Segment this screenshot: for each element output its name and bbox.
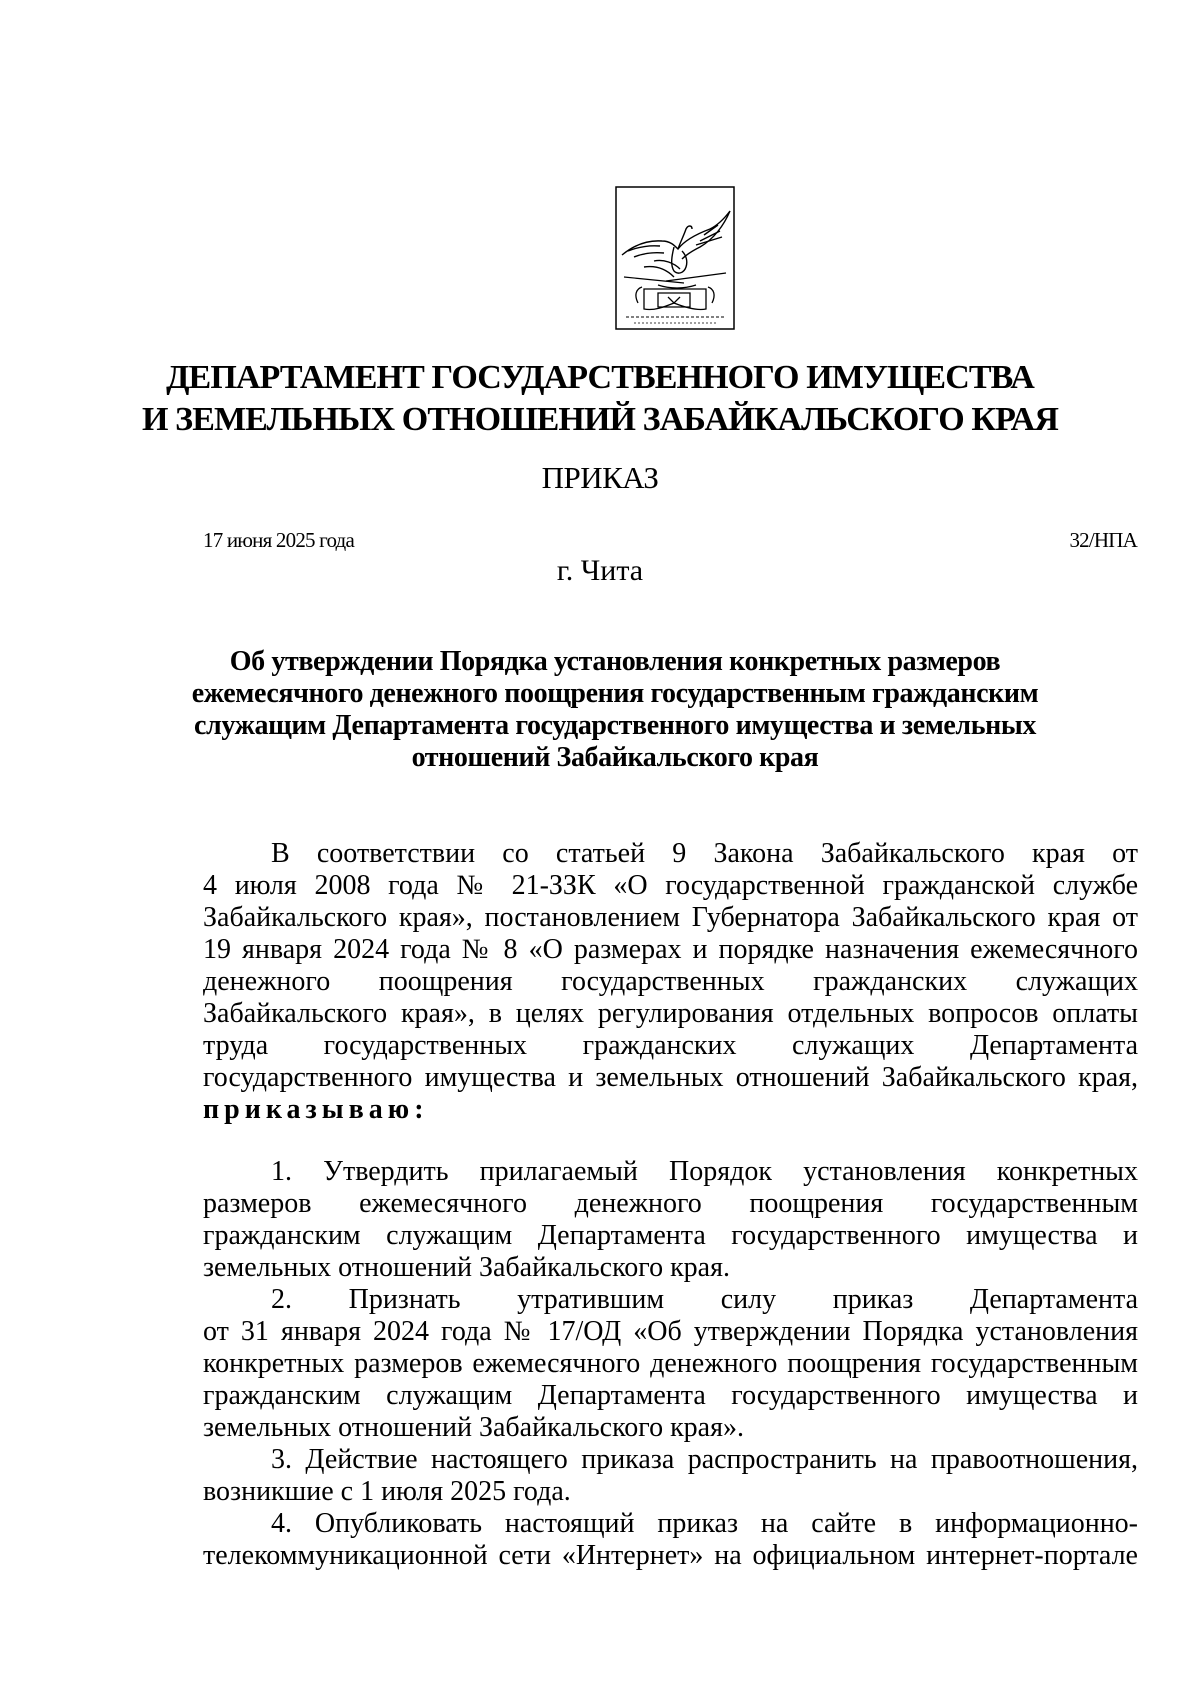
paragraph-line: гражданским служащим Департамента государственного имущества и: [203, 1220, 1138, 1251]
document-date: 17 июня 2025 года: [203, 528, 354, 552]
paragraph-line: земельных отношений Забайкальского края.: [203, 1252, 730, 1283]
paragraph-line: размеров ежемесячного денежного поощрения государственным: [203, 1188, 1138, 1219]
document-subject: [150, 646, 1080, 774]
item-paragraph-4: [203, 1508, 1138, 1572]
decree-line: [203, 1094, 1138, 1126]
paragraph-line: Забайкальского края», в целях регулирования отдельных вопросов оплаты: [203, 998, 1138, 1029]
paragraph-line: телекоммуникационной сети «Интернет» на официальном интернет-портале: [203, 1540, 1138, 1571]
paragraph-line: от 31 января 2024 года № 17/ОД «Об утверждении Порядка установления: [203, 1316, 1138, 1347]
subject-line: ежемесячного денежного поощрения государственным гражданским: [191, 678, 1039, 709]
coat-of-arms-emblem: [614, 185, 736, 331]
paragraph-line: денежного поощрения государственных гражданских служащих: [203, 966, 1138, 997]
subject-line: отношений Забайкальского края: [411, 742, 819, 773]
subject-line: Об утверждении Порядка установления конкретных размеров: [229, 646, 1001, 677]
subject-line: служащим Департамента государственного имущества и земельных: [194, 710, 1036, 741]
paragraph-line: 2. Признать утратившим силу приказ Департамента: [271, 1284, 1138, 1315]
decree-word: приказываю: [203, 1094, 415, 1125]
document-city: г. Чита: [556, 554, 644, 587]
document-kind: ПРИКАЗ: [541, 460, 659, 495]
paragraph-line: гражданским служащим Департамента государственного имущества и: [203, 1380, 1138, 1411]
organization-title-line-1: ДЕПАРТАМЕНТ ГОСУДАРСТВЕННОГО ИМУЩЕСТВА: [166, 359, 1034, 396]
decree-colon: :: [414, 1094, 424, 1125]
organization-title: [0, 357, 1200, 441]
paragraph-line: Забайкальского края», постановлением Губернатора Забайкальского края от: [203, 902, 1138, 933]
organization-title-line-2: И ЗЕМЕЛЬНЫХ ОТНОШЕНИЙ ЗАБАЙКАЛЬСКОГО КРАЯ: [142, 401, 1058, 438]
paragraph-line: 4. Опубликовать настоящий приказ на сайте в информационно-: [271, 1508, 1138, 1539]
preamble-paragraph: [203, 838, 1138, 1126]
paragraph-line: 3. Действие настоящего приказа распространить на правоотношения,: [271, 1444, 1138, 1475]
paragraph-line: труда государственных гражданских служащих Департамента: [203, 1030, 1138, 1061]
paragraph-line: земельных отношений Забайкальского края».: [203, 1412, 744, 1443]
paragraph-line: государственного имущества и земельных отношений Забайкальского края,: [203, 1062, 1138, 1093]
item-paragraph-1: [203, 1156, 1138, 1284]
paragraph-line: 4 июля 2008 года № 21-ЗЗК «О государственной гражданской службе: [203, 870, 1138, 901]
paragraph-line: 1. Утвердить прилагаемый Порядок установления конкретных: [271, 1156, 1138, 1187]
paragraph-line: 19 января 2024 года № 8 «О размерах и порядке назначения ежемесячного: [203, 934, 1138, 965]
item-paragraph-2: [203, 1284, 1138, 1444]
document-number: 32/НПА: [1069, 528, 1137, 552]
item-paragraph-3: [203, 1444, 1138, 1508]
document-body: [203, 838, 1138, 1572]
paragraph-line: возникшие с 1 июля 2025 года.: [203, 1476, 571, 1507]
paragraph-line: В соответствии со статьей 9 Закона Забайкальского края от: [271, 838, 1138, 869]
paragraph-line: конкретных размеров ежемесячного денежного поощрения государственным: [203, 1348, 1138, 1379]
